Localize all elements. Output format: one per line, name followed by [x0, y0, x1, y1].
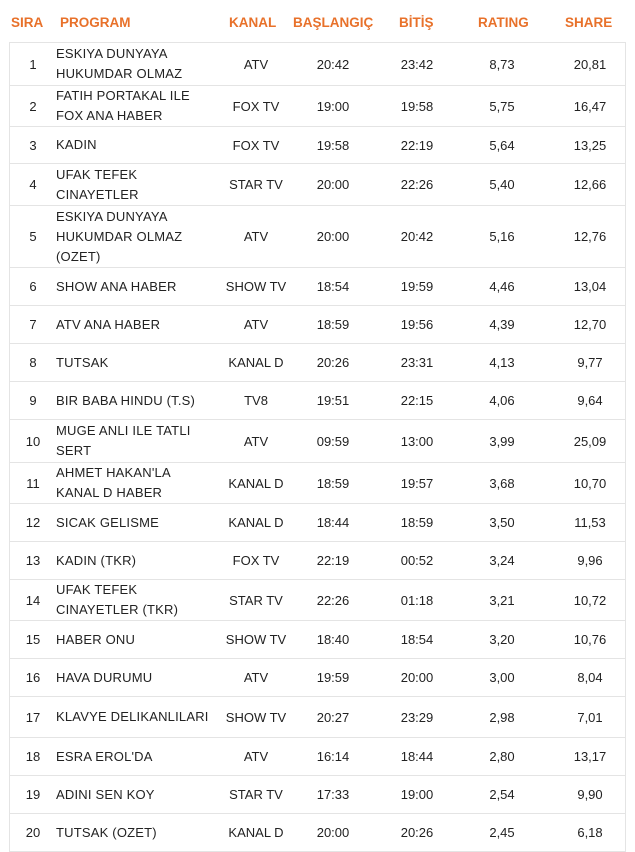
row-baslangic: 22:26	[316, 592, 350, 608]
row-sira: 19	[25, 787, 41, 802]
table-row	[9, 814, 626, 852]
row-program: KADIN	[56, 137, 97, 152]
row-share: 9,77	[577, 355, 603, 370]
header-program: PROGRAM	[60, 15, 131, 30]
row-rating: 8,73	[489, 56, 515, 72]
row-sira: 18	[25, 749, 41, 764]
row-baslangic: 18:40	[316, 632, 350, 647]
row-sira: 7	[29, 317, 37, 332]
row-bitis: 22:26	[400, 177, 434, 192]
row-kanal: ATV	[243, 56, 269, 72]
row-share: 25,09	[573, 433, 607, 449]
row-share: 13,04	[573, 279, 607, 294]
row-kanal: ATV	[243, 670, 269, 685]
row-kanal: TV8	[244, 393, 268, 408]
row-kanal: FOX TV	[232, 553, 280, 568]
row-bitis: 19:59	[400, 279, 434, 294]
row-program: UFAK TEFEK CINAYETLER	[56, 166, 139, 202]
row-rating: 5,40	[489, 177, 515, 192]
table-body	[9, 42, 626, 852]
table-row	[9, 268, 626, 306]
row-baslangic: 20:00	[316, 825, 350, 840]
row-sira: 12	[25, 515, 41, 530]
row-kanal: FOX TV	[232, 98, 280, 114]
row-bitis: 19:58	[400, 98, 434, 114]
row-baslangic: 18:54	[316, 279, 350, 294]
row-bitis: 20:00	[400, 670, 434, 685]
row-program: TUTSAK (OZET)	[56, 824, 157, 840]
row-rating: 3,00	[489, 670, 515, 685]
row-kanal: SHOW TV	[225, 632, 287, 647]
row-bitis: 01:18	[400, 592, 434, 608]
row-sira: 2	[29, 98, 37, 114]
row-sira: 1	[29, 56, 37, 72]
row-baslangic: 20:00	[316, 229, 350, 244]
row-rating: 4,13	[489, 355, 515, 370]
row-baslangic: 18:59	[316, 475, 350, 491]
table-row	[9, 382, 626, 420]
row-share: 12,76	[573, 229, 607, 244]
row-baslangic: 20:27	[316, 709, 350, 725]
row-program: SHOW ANA HABER	[56, 278, 177, 294]
row-kanal: KANAL D	[228, 825, 284, 840]
row-sira: 20	[25, 825, 41, 840]
row-bitis: 20:26	[400, 825, 434, 840]
header-baslangic: BAŞLANGIÇ	[293, 15, 374, 30]
row-sira: 8	[29, 355, 37, 370]
table-row	[9, 697, 626, 738]
row-baslangic: 19:59	[316, 670, 350, 685]
header-bitis: BİTİŞ	[399, 15, 434, 30]
row-bitis: 19:56	[400, 317, 434, 332]
row-kanal: ATV	[243, 749, 269, 764]
table-row	[9, 738, 626, 776]
row-program: AHMET HAKAN'LA KANAL D HABER	[56, 465, 171, 500]
row-rating: 3,21	[489, 592, 515, 608]
table-row	[9, 206, 626, 268]
row-share: 9,64	[577, 393, 603, 408]
row-share: 12,70	[573, 317, 607, 332]
row-bitis: 00:52	[400, 553, 434, 568]
row-program: HABER ONU	[56, 631, 136, 647]
row-baslangic: 20:00	[316, 177, 350, 192]
row-bitis: 18:54	[400, 632, 434, 647]
row-program: ATV ANA HABER	[56, 316, 161, 332]
row-share: 10,72	[573, 592, 607, 608]
row-rating: 3,68	[489, 475, 515, 491]
table-row	[9, 621, 626, 659]
table-row	[9, 504, 626, 542]
table-row	[9, 463, 626, 504]
table-row	[9, 659, 626, 697]
row-sira: 17	[25, 709, 41, 725]
row-share: 10,70	[573, 475, 607, 491]
row-sira: 16	[25, 670, 41, 685]
row-program: HAVA DURUMU	[56, 669, 153, 685]
row-rating: 2,54	[489, 787, 515, 802]
row-share: 13,17	[573, 749, 607, 764]
row-rating: 3,99	[489, 433, 515, 449]
row-share: 6,18	[577, 825, 603, 840]
row-program: FATIH PORTAKAL ILE FOX ANA HABER	[56, 88, 190, 123]
row-kanal: STAR TV	[229, 787, 283, 802]
table-row	[9, 580, 626, 621]
row-bitis: 18:44	[400, 749, 434, 764]
row-kanal: ATV	[243, 317, 269, 332]
row-kanal: ATV	[243, 229, 269, 244]
row-baslangic: 09:59	[316, 433, 350, 449]
row-share: 12,66	[573, 177, 607, 192]
row-share: 13,25	[573, 137, 607, 153]
row-baslangic: 18:59	[316, 317, 350, 332]
table-row	[9, 344, 626, 382]
row-kanal: FOX TV	[232, 137, 280, 153]
row-program: ADINI SEN KOY	[56, 786, 155, 802]
row-rating: 5,75	[489, 98, 515, 114]
row-bitis: 22:15	[400, 393, 434, 408]
row-bitis: 23:42	[400, 56, 434, 72]
row-share: 16,47	[573, 98, 607, 114]
table-row	[9, 86, 626, 127]
row-bitis: 20:42	[400, 229, 434, 244]
row-bitis: 22:19	[400, 137, 434, 153]
row-rating: 3,50	[489, 515, 515, 530]
row-share: 9,96	[577, 553, 603, 568]
row-rating: 5,64	[489, 137, 515, 153]
row-kanal: KANAL D	[228, 515, 284, 530]
row-program: ESKIYA DUNYAYA HUKUMDAR OLMAZ	[56, 46, 183, 81]
header-sira: SIRA	[11, 15, 44, 30]
row-baslangic: 19:58	[316, 137, 350, 153]
row-program: ESKIYA DUNYAYA HUKUMDAR OLMAZ (OZET)	[56, 208, 183, 264]
row-baslangic: 20:42	[316, 56, 350, 72]
row-baslangic: 20:26	[316, 355, 350, 370]
row-rating: 4,39	[489, 317, 515, 332]
row-rating: 4,06	[489, 393, 515, 408]
row-program: KLAVYE DELIKANLILARI	[56, 709, 209, 724]
row-baslangic: 16:14	[316, 749, 350, 764]
row-rating: 5,16	[489, 229, 515, 244]
row-kanal: SHOW TV	[225, 279, 287, 294]
row-kanal: STAR TV	[229, 592, 283, 608]
row-sira: 15	[25, 632, 41, 647]
row-program: BIR BABA HINDU (T.S)	[56, 392, 196, 408]
table-row	[9, 420, 626, 463]
header-rating: RATING	[478, 15, 529, 30]
table-row	[9, 542, 626, 580]
row-bitis: 19:57	[400, 475, 434, 491]
row-rating: 2,98	[489, 709, 515, 725]
row-rating: 3,20	[489, 632, 515, 647]
row-kanal: KANAL D	[228, 355, 284, 370]
row-sira: 3	[29, 137, 37, 153]
table-row	[9, 776, 626, 814]
row-share: 11,53	[574, 515, 606, 530]
row-bitis: 23:29	[400, 709, 434, 725]
row-bitis: 18:59	[400, 515, 434, 530]
row-sira: 6	[29, 279, 37, 294]
table-row	[9, 43, 626, 86]
table-row	[9, 306, 626, 344]
row-sira: 9	[29, 393, 37, 408]
row-share: 8,04	[577, 670, 603, 685]
row-baslangic: 18:44	[316, 515, 350, 530]
row-baslangic: 17:33	[316, 787, 350, 802]
row-program: TUTSAK	[56, 354, 109, 370]
row-baslangic: 19:51	[316, 393, 350, 408]
row-share: 10,76	[573, 632, 607, 647]
table-row	[9, 127, 626, 164]
header-kanal: KANAL	[229, 15, 277, 30]
row-bitis: 19:00	[400, 787, 434, 802]
row-sira: 11	[26, 475, 40, 491]
row-kanal: SHOW TV	[225, 709, 287, 725]
header-share: SHARE	[565, 15, 613, 30]
row-bitis: 13:00	[400, 433, 434, 449]
row-program: UFAK TEFEK CINAYETLER (TKR)	[56, 582, 179, 617]
row-rating: 4,46	[489, 279, 515, 294]
table-header	[0, 0, 635, 42]
row-rating: 2,45	[489, 825, 515, 840]
row-baslangic: 19:00	[316, 98, 350, 114]
row-bitis: 23:31	[400, 355, 434, 370]
row-rating: 3,24	[489, 553, 515, 568]
row-baslangic: 22:19	[316, 553, 350, 568]
row-program: KADIN (TKR)	[56, 552, 137, 568]
row-share: 20,81	[573, 56, 607, 72]
row-kanal: ATV	[243, 433, 269, 449]
row-share: 9,90	[577, 787, 603, 802]
row-program: SICAK GELISME	[56, 514, 160, 530]
row-sira: 14	[25, 592, 41, 608]
row-rating: 2,80	[489, 749, 515, 764]
table-row	[9, 164, 626, 206]
row-sira: 4	[29, 177, 37, 192]
row-share: 7,01	[577, 709, 603, 725]
row-program: MUGE ANLI ILE TATLI SERT	[56, 423, 191, 458]
row-kanal: KANAL D	[228, 475, 284, 491]
row-program: ESRA EROL'DA	[56, 748, 153, 764]
row-sira: 10	[25, 433, 41, 449]
row-kanal: STAR TV	[229, 177, 283, 192]
row-sira: 13	[25, 553, 41, 568]
row-sira: 5	[29, 229, 37, 244]
